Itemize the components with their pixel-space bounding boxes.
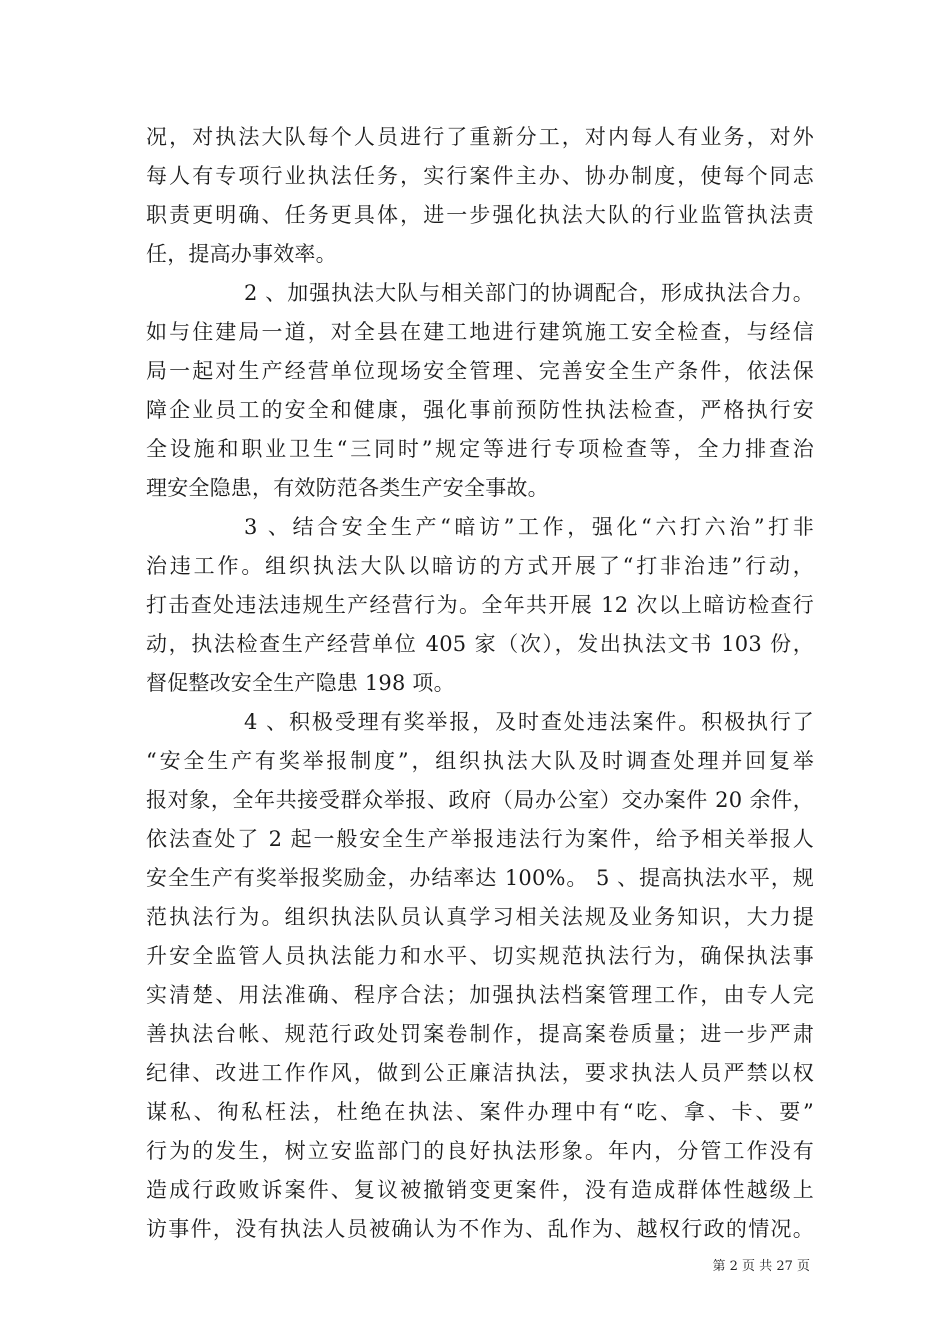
page-number: 第 2 页 共 27 页 — [712, 1259, 810, 1274]
body-line: 全设施和职业卫生“三同时”规定等进行专项检查等，全力排查治 — [146, 437, 814, 461]
body-line: 理安全隐患，有效防范各类生产安全事故。 — [146, 476, 549, 500]
body-line: 如与住建局一道，对全县在建工地进行建筑施工安全检查，与经信 — [146, 320, 814, 344]
body-line: 谋私、徇私枉法，杜绝在执法、案件办理中有“吃、拿、卡、要” — [146, 1100, 814, 1124]
body-line: 2 、加强执法大队与相关部门的协调配合，形成执法合力。 — [244, 281, 814, 305]
body-line: 障企业员工的安全和健康，强化事前预防性执法检查，严格执行安 — [146, 398, 814, 422]
body-line: 3 、结合安全生产“暗访”工作，强化“六打六治”打非 — [244, 515, 814, 539]
body-line: 打击查处违法违规生产经营行为。全年共开展 12 次以上暗访检查行 — [146, 593, 814, 617]
body-line: 4 、积极受理有奖举报，及时查处违法案件。积极执行了 — [244, 710, 814, 734]
body-line: 局一起对生产经营单位现场安全管理、完善安全生产条件，依法保 — [146, 359, 814, 383]
body-line: 实清楚、用法准确、程序合法；加强执法档案管理工作，由专人完 — [146, 983, 814, 1007]
body-line: 动，执法检查生产经营单位 405 家（次），发出执法文书 103 份， — [146, 632, 814, 656]
body-line: 督促整改安全生产隐患 198 项。 — [146, 671, 455, 695]
body-line: 升安全监管人员执法能力和水平、切实规范执法行为，确保执法事 — [146, 944, 814, 968]
body-line: 报对象，全年共接受群众举报、政府（局办公室）交办案件 20 余件， — [146, 788, 814, 812]
body-line: “安全生产有奖举报制度”，组织执法大队及时调查处理并回复举 — [146, 749, 814, 773]
body-line: 治违工作。组织执法大队以暗访的方式开展了“打非治违”行动， — [146, 554, 814, 578]
body-line: 依法查处了 2 起一般安全生产举报违法行为案件，给予相关举报人 — [146, 827, 814, 851]
body-line: 职责更明确、任务更具体，进一步强化执法大队的行业监管执法责 — [146, 203, 814, 227]
body-line: 每人有专项行业执法任务，实行案件主办、协办制度，使每个同志 — [146, 164, 814, 188]
body-line: 造成行政败诉案件、复议被撤销变更案件，没有造成群体性越级上 — [146, 1178, 814, 1202]
body-line: 纪律、改进工作作风，做到公正廉洁执法，要求执法人员严禁以权 — [146, 1061, 814, 1085]
body-line: 任，提高办事效率。 — [146, 242, 337, 266]
body-line: 安全生产有奖举报奖励金，办结率达 100%。 5 、提高执法水平，规 — [146, 866, 814, 890]
body-line: 范执法行为。组织执法队员认真学习相关法规及业务知识，大力提 — [146, 905, 814, 929]
body-line: 访事件，没有执法人员被确认为不作为、乱作为、越权行政的情况。 — [146, 1217, 814, 1241]
body-line: 行为的发生，树立安监部门的良好执法形象。年内，分管工作没有 — [146, 1139, 814, 1163]
body-line: 况，对执法大队每个人员进行了重新分工，对内每人有业务，对外 — [146, 125, 814, 149]
body-line: 善执法台帐、规范行政处罚案卷制作，提高案卷质量；进一步严肃 — [146, 1022, 814, 1046]
